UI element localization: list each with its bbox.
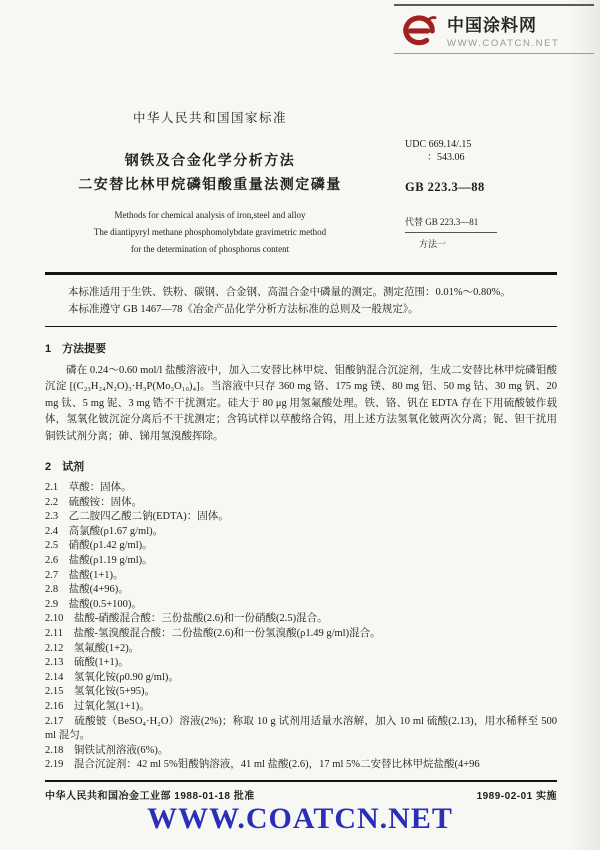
reagent-item: 2.9 盐酸(0.5+100)。 (45, 598, 142, 610)
reagent-item: 2.15 氢氧化铵(5+95)。 (45, 686, 156, 698)
document-title-cn-1: 钢铁及合金化学分析方法 (124, 152, 296, 168)
reagent-item: 2.6 盐酸(ρ1.19 g/ml)。 (45, 554, 153, 566)
reagent-item: 2.4 高氯酸(ρ1.67 g/ml)。 (45, 525, 164, 537)
reagent-item: 2.17 硫酸铍（BeSO₄·H₂O）溶液(2%)；称取 10 g 试剂用适量水溶解，加入 10 ml 硫酸(2.13)，用水稀释至 500 ml 混匀。 (45, 715, 557, 742)
title-en-line3: for the determination of phosphorus content (130, 244, 290, 254)
document-title-cn-2: 二安替比林甲烷磷钼酸重量法测定磷量 (78, 176, 342, 192)
site-url: WWW.COATCN.NET (447, 38, 560, 49)
scope-line1: 本标准适用于生铁、铁粉、碳钢、合金钢、高温合金中磷量的测定。测定范围：0.01%～0.80%。 (68, 286, 511, 298)
coatcn-site-banner[interactable] (394, 4, 594, 54)
standard-document (45, 108, 557, 802)
reagent-list (45, 481, 557, 773)
udc-code-line1: UDC 669.14/.15 (405, 139, 472, 150)
scope-block (45, 275, 557, 326)
reagent-item: 2.19 混合沉淀剂：42 ml 5%钼酸钠溶液，41 ml 盐酸(2.6)，17 ml 5%二安替比林甲烷盐酸(4+96 (45, 759, 480, 771)
reagent-item: 2.16 过氧化氢(1+1)。 (45, 700, 150, 712)
reagent-item: 2.14 氢氧化铵(ρ0.90 g/ml)。 (45, 671, 179, 683)
reagent-item: 2.2 硫酸铵：固体。 (45, 496, 143, 508)
reagent-item: 2.11 盐酸-氢溴酸混合酸：二份盐酸(2.6)和一份氢溴酸(ρ1.49 g/ml)混合。 (45, 627, 381, 639)
site-name: 中国涂料网 (447, 16, 537, 35)
code-column (375, 108, 557, 258)
title-en-line2: The diantipyryl methane phosphomolybdate gravimetric method (93, 227, 327, 237)
document-title-en (45, 207, 375, 258)
reagent-item: 2.10 盐酸-硝酸混合酸：三份盐酸(2.6)和一份硝酸(2.5)混合。 (45, 613, 328, 625)
section1-heading: 1 方法提要 (45, 342, 107, 355)
scope-rule (45, 326, 557, 327)
document-header (45, 108, 557, 258)
footer-rule (45, 780, 557, 782)
reagent-item: 2.3 乙二胺四乙酸二钠(EDTA)：固体。 (45, 511, 229, 523)
section2-heading: 2 试剂 (45, 461, 85, 473)
approval-left: 中华人民共和国冶金工业部 1988-01-18 批准 (45, 790, 255, 802)
bottom-site-url[interactable]: WWW.COATCN.NET (147, 802, 453, 835)
reagent-item: 2.18 铜铁试剂溶液(6%)。 (45, 744, 169, 756)
reagent-item: 2.5 硝酸(ρ1.42 g/ml)。 (45, 540, 153, 552)
title-en-line1: Methods for chemical analysis of iron,steel and alloy (114, 210, 306, 220)
scope-line2: 本标准遵守 GB 1467—78《冶金产品化学分析方法标准的总则及一般规定》。 (68, 303, 419, 315)
replaces-label: 代替 GB 223.3—81 (405, 215, 497, 233)
coatcn-logo-icon (400, 13, 438, 47)
implementation-date: 1989-02-01 实施 (476, 790, 557, 802)
reagent-item: 2.13 硫酸(1+1)。 (45, 657, 129, 669)
coatcn-logo-text (447, 11, 559, 49)
section1-paragraph: 磷在 0.24～0.60 mol/l 盐酸溶液中，加入二安替比林甲烷、钼酸钠混合沉淀剂，生成二安替比林甲烷磷钼酸沉淀 [(C₂₃H₂₄N₂O)₃·H₃P(Mo₃O₁₀)₄]。当溶液中只存 360 mg 铬、175 mg 镁、80 mg 铝、50 mg 钴、30 mg 钒、20 mg 钛、5 mg 铌、3 mg 锆不干扰测定。硅大于 80 μg 用氢氟酸处理。铁、铬、钒在 EDTA 存在下用硫酸铍作载体，氢氧化铍沉淀分离后不干扰测定；含钨试样以草酸络合钨，用上述方法氢氧化铍两次分离；铌、钽干扰用铜铁试剂分离；砷、锑用氢溴酸挥除。 (45, 364, 557, 442)
method-label: 方法一 (419, 239, 447, 249)
reagent-item: 2.8 盐酸(4+96)。 (45, 584, 129, 596)
reagent-item: 2.12 氢氟酸(1+2)。 (45, 642, 140, 654)
standard-type-label: 中华人民共和国国家标准 (132, 111, 287, 125)
standard-number: GB 223.3—88 (405, 180, 485, 194)
udc-code-line2: ：543.06 (427, 152, 465, 163)
reagent-item: 2.1 草酸：固体。 (45, 482, 132, 493)
approval-footer (45, 787, 557, 802)
reagent-item: 2.7 盐酸(1+1)。 (45, 569, 124, 581)
title-column (45, 108, 375, 258)
